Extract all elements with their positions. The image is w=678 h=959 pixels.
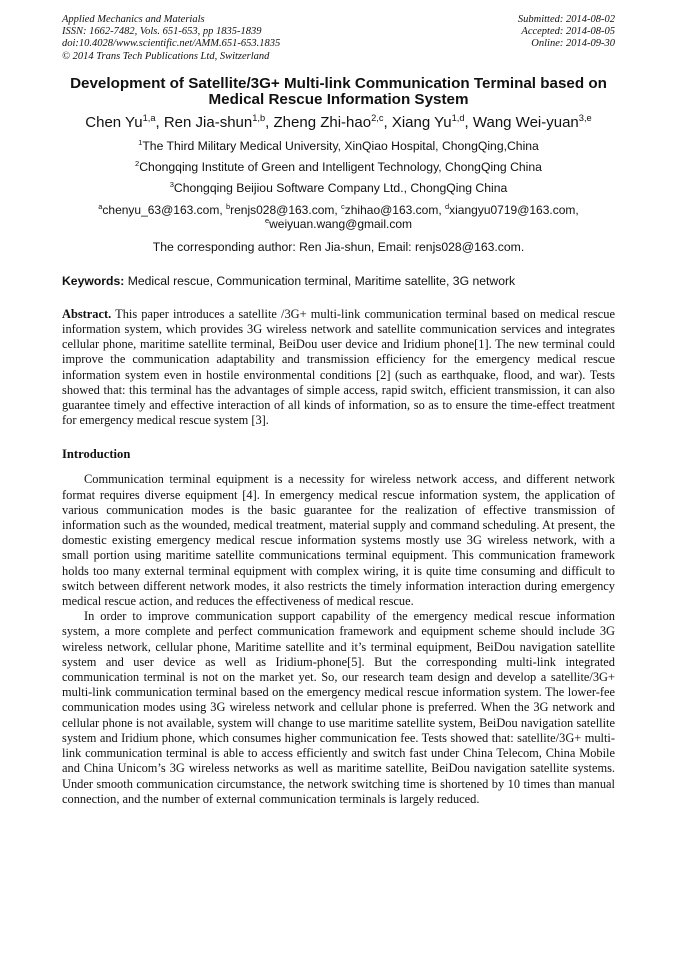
author-name: Chen Yu [85,113,143,131]
abstract [62,307,615,429]
email-sup: c [341,201,345,211]
paper-title: Development of Satellite/3G+ Multi-link Communication Terminal based on Medical Rescue Information System [70,74,607,108]
email-address[interactable]: xiangyu0719@163.com, [449,202,579,217]
affiliation-sup: 3 [169,179,174,189]
intro-paragraph-2: In order to improve communication support capability of the emergency medical rescue information system, a more complete and perfect communication framework and equipment scheme should include 3G wireless network, cellular phone, Maritime satellite and it’s terminal equipment, BeiDou navigation satellite system and user device as well as Iridium-phone[5]. But the corresponding multi-link integrated communication terminal is not on the market yet. So, our research team design and develop a satellite/3G+ multi-link communication terminal based on the emergency medical rescue information system. The lower-fee communication modes using 3G wireless network and cellular phone is preferred. When the 3G network and cellular phone is not available, system will change to use maritime satellite system, BeiDou navigation satellite system and Iridium phone, which consumes higher communication fee. Tests showed that: satellite/3G+ multi-link communication terminal is able to access efficiently and switch fast under China Telecom, China Mobile and China Unicom’s 3G wireless networks as well as maritime satellite, BeiDou navigation satellite systems. Under smooth communication circumstance, the network switching time is shortened by 10 times than manual connection, and the number of external communication terminals is largely reduced. [62,609,615,806]
affiliation-sup: 2 [135,158,140,168]
copyright-line: © 2014 Trans Tech Publications Ltd, Switzerland [62,50,270,62]
author-name: Zheng Zhi-hao [273,113,372,131]
affiliation-3 [62,181,615,195]
section-heading-introduction: Introduction [62,447,131,462]
email-address[interactable]: chenyu_63@163.com, [102,202,226,217]
submitted-date: Submitted: 2014-08-02 [517,14,615,25]
affiliation-text: The Third Military Medical University, XinQiao Hospital, ChongQing,China [142,138,539,153]
email-address[interactable]: renjs028@163.com, [230,202,342,217]
email-address[interactable]: weiyuan.wang@gmail.com [269,216,413,231]
keywords-text: Medical rescue, Communication terminal, Maritime satellite, 3G network [124,273,516,288]
keywords-label: Keywords: [62,273,125,288]
doi-line[interactable]: doi:10.4028/www.scientific.net/AMM.651-653.1835 [62,38,281,50]
author-sup: 1,a [142,112,156,123]
header-left [62,14,280,63]
journal-name: Applied Mechanics and Materials [62,14,205,25]
affiliation-text: Chongqing Beijiou Software Company Ltd., ChongQing China [173,180,508,195]
affiliation-sup: 1 [138,137,143,147]
author-sup: 1,d [451,112,465,123]
header-right [518,14,615,63]
author-list: Chen Yu$^{1,a}$, Ren Jia-shun$^{1,b}$, Zheng Zhi-hao$^{2,c}$, Xiang Yu$^{1,d}$, Wang Wei-yuan$^{3,e}$ [85,112,592,131]
email-address[interactable]: zhihao@163.com, [344,202,445,217]
intro-paragraph-1: Communication terminal equipment is a necessity for wireless network access, and different network format requires diverse equipment [4]. In emergency medical rescue information system, the application of various communication modes is the basic guarantee for the realization of effective transmission of information such as the wounded, medical treatment, material supply and command scheduling. At present, the domestic existing emergency medical rescue information systems mostly use 3G wireless network, with a small portion using maritime satellite communications terminal equipment. This communication framework holds too many external terminal equipment with complex wiring, it is quite time consuming and difficult to switch between different network modes, it also restricts the timely information interaction during emergency medical rescue action, and reduces the effectiveness of medical rescue. [62,472,615,609]
author-sup: 2,c [371,112,384,123]
email-sup: d [445,201,450,211]
author-name: Xiang Yu [391,113,452,131]
author-name: Wang Wei-yuan [472,113,579,131]
affiliation-text: Chongqing Institute of Green and Intelligent Technology, ChongQing China [139,159,542,174]
affiliation-2 [62,160,615,174]
author-name: Ren Jia-shun [163,113,253,131]
author-sup: 1,b [252,112,266,123]
author-sup: 3,e [578,112,592,123]
paper-page [62,14,615,807]
publication-header [62,14,615,63]
online-date: Online: 2014-09-30 [531,38,615,50]
affiliation-1 [62,139,615,153]
accepted-date: Accepted: 2014-08-05 [521,26,615,38]
abstract-text: This paper introduces a satellite /3G+ multi-link communication terminal based on medical rescue information system, which provides 3G wireless network and satellite communication services and integrates cellular phone, maritime satellite terminal, BeiDou user device and Iridium phone[1]. The new terminal could improve the communication adaptability and transmission efficiency for the emergency medical rescue information system even in hostile environmental conditions [2] (such as earthquake, flood, and war). Tests showed that: this terminal has the advantages of simple access, rapid switch, efficient transmission, it can also guarantee timely and effective interaction of all kinds of information, so as to ensure the time-effect treatment for emergency medical rescue system [3]. [62,306,615,428]
email-sup: a [98,201,103,211]
email-sup: e [264,215,270,225]
email-list [62,203,615,231]
keywords [62,274,615,288]
corresponding-author: The corresponding author: Ren Jia-shun, Email: renjs028@163.com. [152,239,525,254]
email-sup: b [225,201,231,211]
abstract-label: Abstract. [62,306,112,321]
issn-line: ISSN: 1662-7482, Vols. 651-653, pp 1835-1839 [62,26,262,38]
